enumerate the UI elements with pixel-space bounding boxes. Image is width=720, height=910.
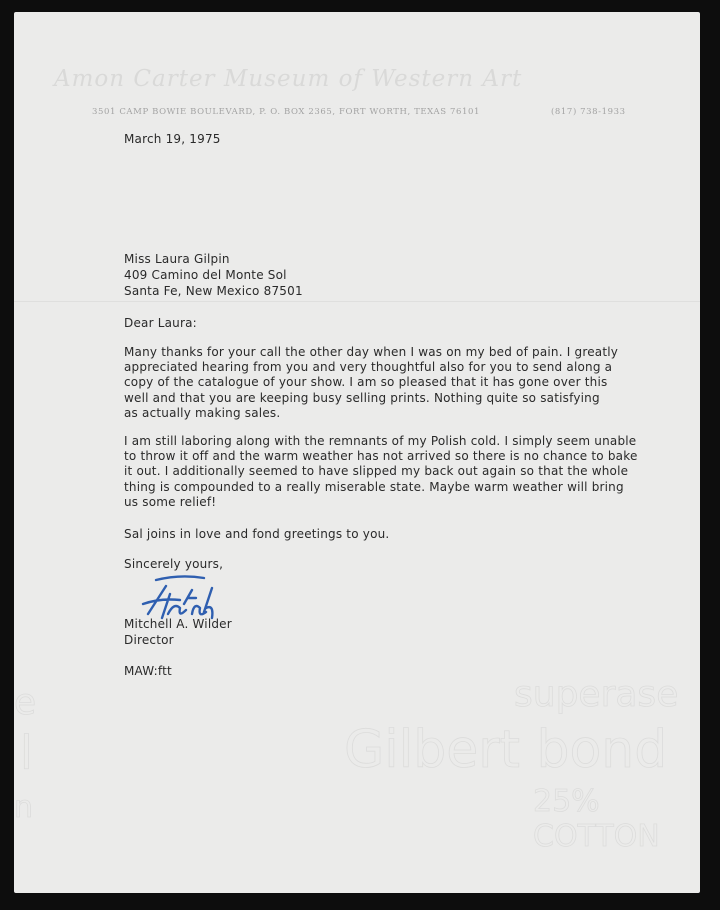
fold-line	[14, 301, 700, 302]
recipient-street: 409 Camino del Monte Sol	[124, 268, 287, 282]
body-paragraph-2: I am still laboring along with the remnants of my Polish cold. I simply seem unable to throw it off and the warm weather has not arrived so there is no chance to bake it out. I additionally seemed to have slipped my back out again so that the whole thing is compounded to a really miserable state. Maybe warm weather will bring us some relief!	[124, 434, 638, 509]
recipient-name: Miss Laura Gilpin	[124, 252, 230, 266]
letterhead-museum-name: Amon Carter Museum of Western Art	[54, 66, 523, 92]
body-paragraph-1: Many thanks for your call the other day when I was on my bed of pain. I greatly appreciated hearing from you and very thoughtful also for you to send along a copy of the catalogue of your show. I am so pleased that it has gone over this well and that you are keeping busy selling prints. Nothing quite so satisfying as actually making sales.	[124, 345, 619, 420]
letter-date: March 19, 1975	[124, 132, 221, 146]
recipient-city: Santa Fe, New Mexico 87501	[124, 284, 303, 298]
letter-page	[14, 12, 700, 893]
letterhead-phone: (817) 738-1933	[551, 107, 626, 117]
signer-name: Mitchell A. Wilder	[124, 617, 232, 631]
reference-initials: MAW:ftt	[124, 664, 172, 678]
watermark-fragment-e: e	[14, 682, 37, 723]
watermark-superase: superase	[514, 674, 679, 715]
watermark-fragment-l: l	[20, 726, 33, 780]
letterhead-address: 3501 CAMP BOWIE BOULEVARD, P. O. BOX 2365, FORT WORTH, TEXAS 76101	[92, 107, 481, 117]
salutation: Dear Laura:	[124, 316, 197, 330]
closing: Sincerely yours,	[124, 557, 224, 571]
watermark-gilbert-bond: Gilbert bond	[344, 720, 668, 780]
body-paragraph-3: Sal joins in love and fond greetings to you.	[124, 527, 390, 541]
signer-title: Director	[124, 633, 174, 647]
watermark-fragment-n: n	[14, 790, 34, 825]
watermark-cotton: 25% COTTON	[533, 784, 660, 854]
